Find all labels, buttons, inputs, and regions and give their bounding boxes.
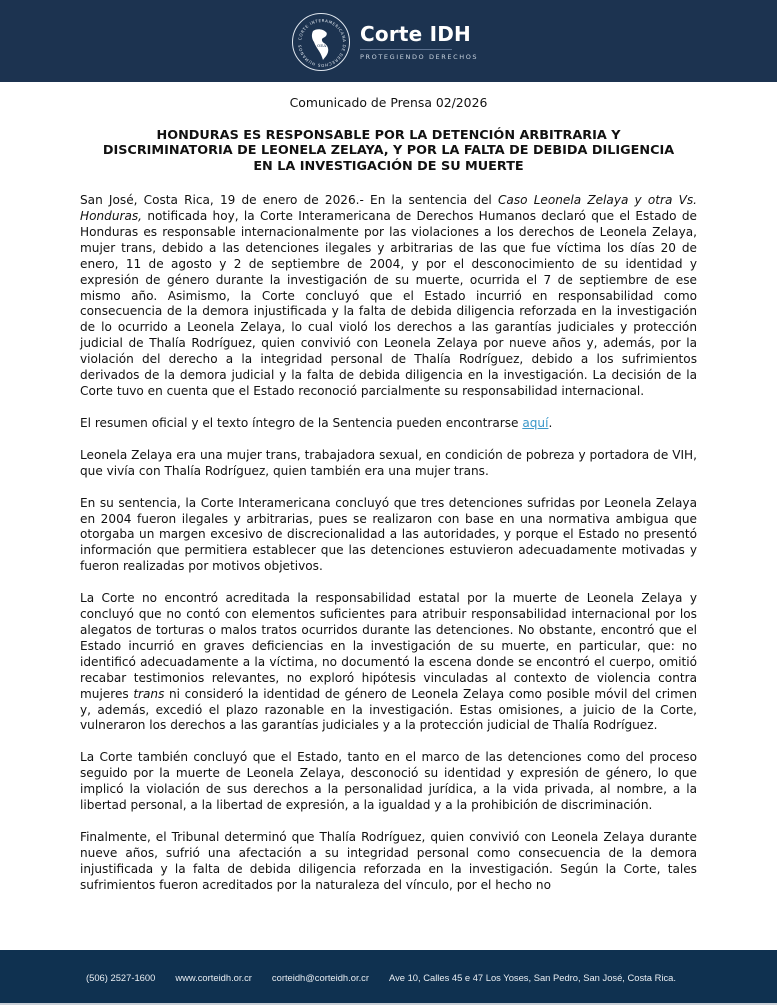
footer-website[interactable]: www.corteidh.or.cr [175, 972, 252, 983]
letterhead-header [0, 0, 777, 82]
paragraph-5 [80, 591, 697, 734]
paragraph-1-lead: San José, Costa Rica, 19 de enero de 2026.- En la sentencia del [80, 193, 498, 208]
press-release-number: Comunicado de Prensa 02/2026 [289, 95, 488, 110]
letterhead-footer [0, 950, 777, 1005]
press-release-headline: HONDURAS ES RESPONSABLE POR LA DETENCIÓN ARBITRARIA Y DISCRIMINATORIA DE LEONELA ZELAYA, Y POR LA FALTA DE DEBIDA DILIGENCIA EN LA INVESTIGACIÓN DE SU MUERTE [102, 127, 675, 174]
paragraph-2-text: El resumen oficial y el texto íntegro de la Sentencia pueden encontrarse [80, 415, 523, 430]
court-seal-icon [292, 13, 350, 71]
paragraph-2-end: . [548, 415, 553, 430]
paragraph-2 [80, 416, 697, 432]
brand-name: Corte IDH [360, 22, 471, 46]
brand-divider [360, 49, 452, 50]
corte-idh-logo [292, 12, 478, 72]
paragraph-7: Finalmente, el Tribunal determinó que Thalía Rodríguez, quien convivió con Leonela Zelaya durante nueve años, sufrió una afectación a su integridad personal como consecuencia de la demora injustificada y la falta de debida diligencia reforzada en la investigación. Según la Corte, tales sufrimientos fueron acreditados por la naturaleza del vínculo, por el hecho no [80, 829, 697, 892]
paragraph-1-rest: notificada hoy, la Corte Interamericana de Derechos Humanos declaró que el Estado de Honduras es responsable internacionalmente por las violaciones a los derechos de Leonela Zelaya, mujer trans, debido a las detenciones ilegales y arbitrarias de las que fue víctima los días 20 de enero, 11 de agosto y 2 de septiembre de 2004, y por el desconocimiento de su identidad y expresión de género durante la investigación de su muerte, ocurrida el 7 de septiembre de ese mismo año. Asimismo, la Corte concluyó que el Estado incurrió en responsabilidad como consecuencia de la demora injustificada y la falta de debida diligencia reforzada en la investigación de lo ocurrido a Leonela Zelaya, lo cual violó los derechos a las garantías judiciales y protección judicial de Thalía Rodríguez, quien convivió con Leonela Zelaya por nueve años y, además, por la violación del derecho a la integridad personal de Thalía Rodríguez, debido a los sufrimientos derivados de la demora judicial y la falta de debida diligencia en la investigación. La decisión de la Corte tuvo en cuenta que el Estado reconoció parcialmente su responsabilidad internacional. [80, 209, 697, 398]
footer-address: Ave 10, Calles 45 e 47 Los Yoses, San Pedro, San José, Costa Rica. [388, 972, 676, 983]
press-release-body [80, 95, 697, 894]
paragraph-5-italic: trans [133, 686, 165, 701]
footer-phone: (506) 2527-1600 [86, 972, 156, 983]
seal-ring-text: CORTE INTERAMERICANA DE DERECHOS HUMANOS [297, 17, 348, 69]
paragraph-5-before: La Corte no encontró acreditada la responsabilidad estatal por la muerte de Leonela Zelaya y concluyó que no contó con elementos suficientes para atribuir responsabilidad internacional por los alegatos de torturas o malos tratos ocurridos durante las detenciones. No obstante, encontró que el Estado incurrió en graves deficiencias en la investigación de su muerte, en particular, que: no identificó adecuadamente a la víctima, no documentó la escena donde se encontró el cuerpo, omitió recabar testimonios relevantes, no exploró hipótesis vinculadas al contexto de violencia contra mujeres [80, 591, 697, 701]
case-title: Caso Leonela Zelaya y otra Vs. Honduras, [80, 193, 697, 224]
brand-tagline: PROTEGIENDO DERECHOS [360, 53, 479, 61]
footer-email[interactable]: corteidh@corteidh.or.cr [271, 972, 369, 983]
sentence-link[interactable]: aquí [522, 415, 549, 430]
paragraph-5-after: ni consideró la identidad de género de Leonela Zelaya como posible móvil del crimen y, además, excedió el plazo razonable en la investigación. Estas omisiones, a juicio de la Corte, vulneraron los derechos a las garantías judiciales y a la protección judicial de Thalía Rodríguez. [80, 686, 697, 733]
seal-center-text: OEA [317, 43, 327, 48]
paragraph-1 [80, 193, 697, 400]
paragraph-4: En su sentencia, la Corte Interamericana concluyó que tres detenciones sufridas por Leonela Zelaya en 2004 fueron ilegales y arbitrarias, pues se realizaron con base en una normativa ambigua que otorgaba un margen excesivo de discrecionalidad a las autoridades, y porque el Estado no presentó información que permitiera establecer que las detenciones estuvieron adecuadamente motivadas y fueron realizadas por motivos objetivos. [80, 495, 697, 574]
paragraph-6: La Corte también concluyó que el Estado, tanto en el marco de las detenciones como del proceso seguido por la muerte de Leonela Zelaya, desconoció su identidad y expresión de género, lo que implicó la violación de sus derechos a la personalidad jurídica, a la vida privada, al nombre, a la libertad personal, a la libertad de expresión, a la igualdad y a la prohibición de discriminación. [80, 750, 697, 813]
paragraph-3: Leonela Zelaya era una mujer trans, trabajadora sexual, en condición de pobreza y portadora de VIH, que vivía con Thalía Rodríguez, quien también era una mujer trans. [80, 447, 697, 478]
